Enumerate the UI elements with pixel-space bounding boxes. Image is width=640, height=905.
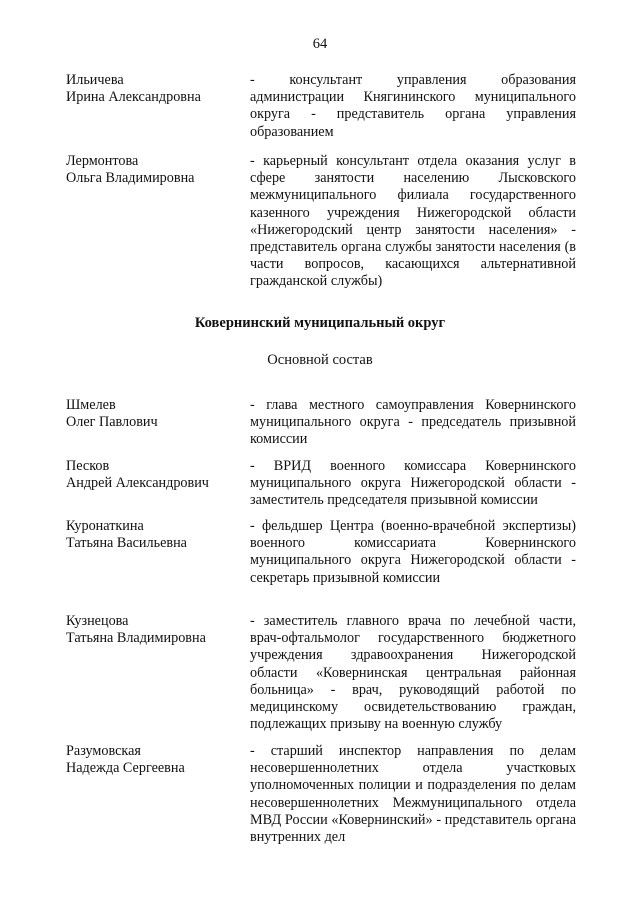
member-name — [66, 518, 241, 552]
member-given-name: Татьяна Владимировна — [66, 630, 206, 647]
member-role: - заместитель главного врача по лечебной части, врач-офтальмолог государственного бюджетного учреждения здравоохранения Нижегородской области «Ковернинская центральная районная больница» - врач, руководящий работой по медицинскому освидетельствованию граждан, подлежащих призыву на военную службу — [250, 613, 576, 733]
section-subheading: Основной состав — [267, 352, 373, 368]
member-surname: Ильичева — [66, 72, 124, 88]
member-surname: Куронаткина — [66, 518, 144, 534]
member-given-name: Татьяна Васильевна — [66, 535, 187, 552]
member-given-name: Олег Павлович — [66, 414, 158, 431]
member-name — [66, 397, 241, 431]
member-name — [66, 458, 241, 492]
member-given-name: Андрей Александрович — [66, 475, 209, 492]
member-given-name: Ирина Александровна — [66, 89, 201, 106]
member-surname: Лермонтова — [66, 153, 139, 169]
page-number: 64 — [312, 36, 328, 52]
member-given-name: Ольга Владимировна — [66, 170, 195, 187]
section-heading: Ковернинский муниципальный округ — [194, 315, 446, 331]
member-surname: Кузнецова — [66, 613, 129, 629]
member-name — [66, 743, 241, 777]
member-name — [66, 153, 241, 187]
member-role: - глава местного самоуправления Ковернинского муниципального округа - председатель призывной комиссии — [250, 397, 576, 448]
member-surname: Шмелев — [66, 397, 116, 413]
member-name — [66, 613, 241, 647]
member-role: - консультант управления образования администрации Княгининского муниципального округа - представитель органа управления образованием — [250, 72, 576, 140]
member-given-name: Надежда Сергеевна — [66, 760, 185, 777]
member-role: - ВРИД военного комиссара Ковернинского муниципального округа Нижегородской области - заместитель председателя призывной комиссии — [250, 458, 576, 509]
member-surname: Разумовская — [66, 743, 141, 759]
member-role: - старший инспектор направления по делам несовершеннолетних отдела участковых уполномоченных полиции и подразделения по делам несовершеннолетних Межмуниципального отдела МВД России «Ковернинский» - представитель органа внутренних дел — [250, 743, 576, 846]
member-role: - фельдшер Центра (военно-врачебной экспертизы) военного комиссариата Ковернинского муниципального округа Нижегородской области - секретарь призывной комиссии — [250, 518, 576, 586]
member-name — [66, 72, 241, 106]
member-surname: Песков — [66, 458, 110, 474]
member-role: - карьерный консультант отдела оказания услуг в сфере занятости населению Лысковского межмуниципального филиала государственного казенного учреждения Нижегородской области «Нижегородский центр занятости населения» - представитель органа службы занятости населения (в части вопросов, касающихся альтернативной гражданской службы) — [250, 153, 576, 290]
